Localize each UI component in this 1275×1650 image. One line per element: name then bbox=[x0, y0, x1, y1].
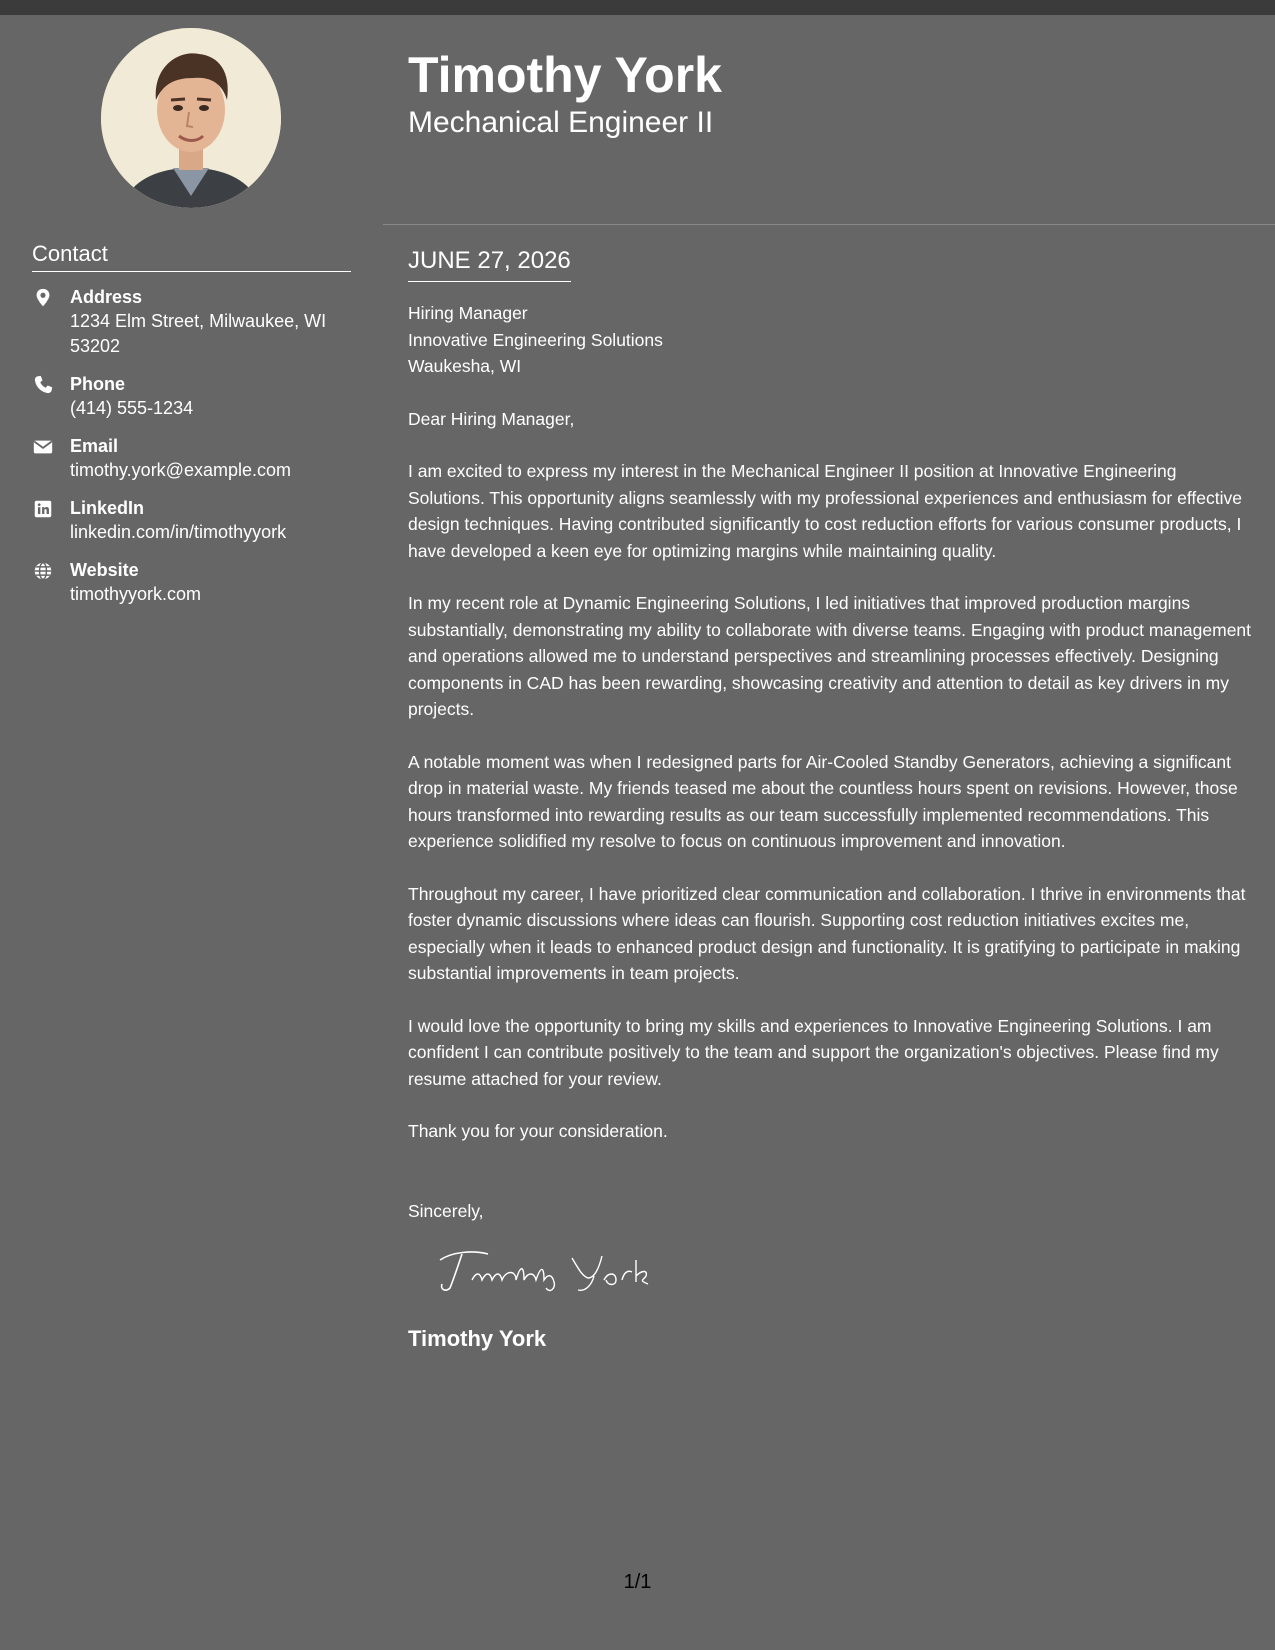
body-paragraph: A notable moment was when I redesigned parts for Air-Cooled Standby Generators, achieving a significant drop in material waste. My friends teased me about the countless hours spent on revisions. However, those hours transformed into rewarding results as our team successfully implemented recommendations. This experience solidified my resolve to focus on continuous improvement and innovation. bbox=[408, 751, 1238, 851]
letter-body bbox=[408, 245, 1253, 1352]
body-paragraph: Throughout my career, I have prioritized clear communication and collaboration. I thrive in environments that foster dynamic discussions where ideas can flourish. Supporting cost reduction initiatives excites me, especially when it leads to enhanced product design and functionality. It is gratifying to participate in making substantial improvements in team projects. bbox=[408, 883, 1246, 983]
body-paragraph: I would love the opportunity to bring my skills and experiences to Innovative Engineering Solutions. I am confident I can contribute positively to the team and support the organization's objectives. Please find my resume attached for your review. bbox=[408, 1015, 1219, 1089]
recipient-company: Innovative Engineering Solutions bbox=[408, 329, 663, 350]
header-divider bbox=[383, 224, 1275, 225]
contact-list bbox=[32, 285, 351, 620]
contact-item-address bbox=[32, 285, 351, 359]
address-value: 1234 Elm Street, Milwaukee, WI 53202 bbox=[70, 311, 327, 356]
letter-date: JUNE 27, 2026 bbox=[408, 245, 571, 282]
contact-item-linkedin bbox=[32, 496, 351, 545]
applicant-name: Timothy York bbox=[408, 47, 722, 103]
body-paragraph: I am excited to express my interest in the Mechanical Engineer II position at Innovative Engineering Solutions. This opportunity aligns seamlessly with my professional experiences and enthusiasm for effective design techniques. Having contributed significantly to cost reduction efforts for various consumer products, I have developed a keen eye for optimizing margins while maintaining quality. bbox=[408, 461, 1242, 561]
recipient-block bbox=[408, 300, 1253, 380]
portrait-image bbox=[101, 28, 281, 208]
linkedin-value[interactable]: linkedin.com/in/timothyyork bbox=[70, 522, 287, 542]
signature-image bbox=[432, 1238, 672, 1298]
linkedin-icon bbox=[32, 497, 54, 521]
phone-label: Phone bbox=[70, 374, 126, 394]
location-pin-icon bbox=[32, 286, 54, 310]
cover-letter-page bbox=[0, 15, 1275, 1650]
recipient-location: Waukesha, WI bbox=[408, 356, 522, 376]
website-value[interactable]: timothyyork.com bbox=[70, 584, 202, 604]
envelope-icon bbox=[32, 435, 54, 459]
globe-icon bbox=[32, 559, 54, 583]
body-paragraph: In my recent role at Dynamic Engineering Solutions, I led initiatives that improved production margins substantially, demonstrating my ability to collaborate with diverse teams. Engaging with product management and operations allowed me to understand perspectives and streamlining processes effectively. Designing components in CAD has been rewarding, showcasing creativity and attention to detail as key drivers in my projects. bbox=[408, 593, 1252, 719]
contact-heading: Contact bbox=[32, 241, 351, 272]
profile-photo bbox=[101, 28, 281, 208]
phone-value[interactable]: (414) 555-1234 bbox=[70, 398, 194, 418]
email-label: Email bbox=[70, 436, 119, 456]
email-value[interactable]: timothy.york@example.com bbox=[70, 460, 292, 480]
top-bar bbox=[0, 0, 1275, 15]
recipient-name: Hiring Manager bbox=[408, 303, 528, 323]
thanks-line: Thank you for your consideration. bbox=[408, 1121, 668, 1141]
signer-name: Timothy York bbox=[408, 1325, 547, 1351]
contact-item-phone bbox=[32, 372, 351, 421]
website-label: Website bbox=[70, 560, 139, 580]
linkedin-label: LinkedIn bbox=[70, 498, 145, 518]
contact-item-email bbox=[32, 434, 351, 483]
job-title: Mechanical Engineer II bbox=[408, 106, 714, 139]
address-label: Address bbox=[70, 287, 143, 307]
phone-icon bbox=[32, 373, 54, 397]
salutation: Dear Hiring Manager, bbox=[408, 408, 575, 429]
contact-item-website bbox=[32, 558, 351, 607]
page-number: 1/1 bbox=[623, 1571, 652, 1593]
closing-line: Sincerely, bbox=[408, 1200, 484, 1221]
